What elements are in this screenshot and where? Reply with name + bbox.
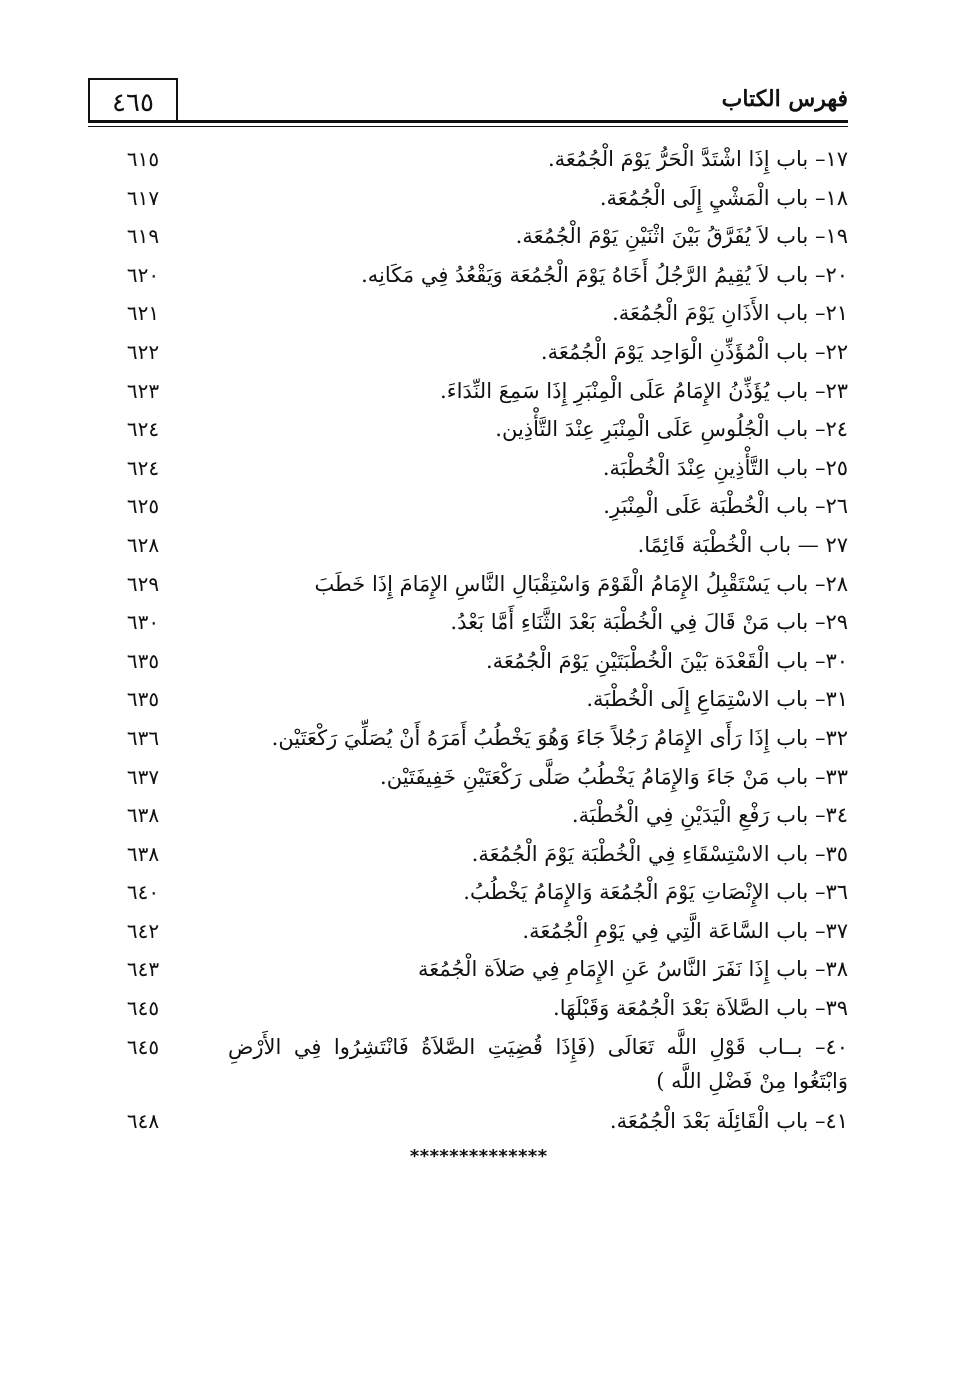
toc-entry-title (228, 760, 848, 794)
toc-entry-text: باب لاَ يُفَرَّقُ بَيْنَ اثْنَيْنِ يَوْمَ الْجُمُعَة. (515, 224, 809, 249)
toc-entry-number: ٣٨– (814, 957, 848, 982)
toc-entry-text: بــاب قَوْلِ اللَّه تَعَالَى (فَإِذَا قُضِيَتِ الصَّلاَةُ فَانْتَشِرُوا فِي الأَرْضِ وَابْتَغُوا مِنْ فَضْلِ اللَّه ) (228, 1034, 848, 1093)
toc-entry-text: باب الاسْتِسْقَاءِ فِي الْخُطْبَة يَوْمَ الْجُمُعَة. (471, 841, 809, 866)
toc-page-number: ٦٤٣ (126, 957, 160, 982)
toc-entry-text: باب إِذَا رَأَى الإِمَامُ رَجُلاً جَاءَ وَهُوَ يَخْطُبُ أَمَرَهُ أَنْ يُصَلِّيَ رَكْعَتَيْن. (271, 725, 809, 750)
toc-entry-number: ١٩– (814, 224, 848, 249)
toc-entry-title (228, 1104, 848, 1138)
toc-page-number: ٦٤٢ (126, 918, 160, 943)
toc-entry-title (228, 296, 848, 330)
toc-entry-text: باب مَنْ جَاءَ وَالإِمَامُ يَخْطُبُ صَلَّى رَكْعَتَيْنِ خَفِيفَتَيْن. (380, 764, 809, 789)
toc-entry-title (228, 219, 848, 253)
toc-entry-number: ٣٦– (814, 880, 848, 905)
toc-entry-text: باب لاَ يُقِيمُ الرَّجُلُ أَخَاهُ يَوْمَ الْجُمُعَة وَيَقْعُدُ فِي مَكَانِه. (361, 262, 809, 287)
toc-entry (100, 948, 848, 987)
toc-entry (100, 794, 848, 833)
toc-entry (100, 292, 848, 331)
toc-entry-number: ٣٤– (814, 803, 848, 828)
toc-page-number: ٦٢٨ (126, 532, 160, 557)
toc-page-number: ٦٢٣ (126, 378, 160, 403)
toc-entry (100, 678, 848, 717)
toc-page-number: ٦٣٧ (126, 764, 160, 789)
toc-entry-title (228, 412, 848, 446)
table-of-contents (100, 138, 848, 1138)
toc-entry-number: ١٨– (814, 185, 848, 210)
toc-entry (100, 524, 848, 563)
toc-page-number: ٦٤٨ (126, 1108, 160, 1133)
toc-entry (100, 871, 848, 910)
toc-entry (100, 485, 848, 524)
page-number-box (88, 78, 178, 122)
toc-entry-text: باب إِذَا نَفَرَ النَّاسُ عَنِ الإِمَامِ فِي صَلاَة الْجُمُعَة (417, 957, 809, 982)
toc-entry-number: ٣٥– (814, 841, 848, 866)
toc-entry-text: باب الْمَشْيِ إِلَى الْجُمُعَة. (599, 185, 809, 210)
toc-entry-number: ٣٩– (814, 996, 848, 1021)
header-rule-thick (88, 120, 848, 123)
toc-entry-number: ٣٣– (814, 764, 848, 789)
toc-page-number: ٦٤٥ (126, 996, 160, 1021)
toc-page-number: ٦٣٨ (126, 841, 160, 866)
toc-page-number: ٦٣٨ (126, 803, 160, 828)
toc-entry (100, 331, 848, 370)
toc-entry-number: ٢٣– (814, 378, 848, 403)
toc-entry-number: ١٧– (814, 147, 848, 171)
toc-entry-text: باب إِذَا اشْتَدَّ الْحَرُّ يَوْمَ الْجُمُعَة. (547, 147, 809, 171)
toc-page-number: ٦١٩ (126, 224, 160, 249)
toc-entry-number: ٢٠– (814, 262, 848, 287)
toc-page-number: ٦٢٤ (126, 455, 160, 480)
toc-entry-number: ٢٨– (814, 571, 848, 596)
toc-entry-number: ٣٠– (814, 648, 848, 673)
toc-entry-number: ٢٢– (814, 339, 848, 364)
toc-page-number: ٦٢٤ (126, 417, 160, 442)
toc-entry-text: باب الْقَائِلَة بَعْدَ الْجُمُعَة. (609, 1108, 809, 1133)
toc-page-number: ٦٣٠ (126, 610, 160, 635)
toc-entry (100, 254, 848, 293)
toc-entry-number: ٣٢– (814, 725, 848, 750)
toc-entry-title (228, 644, 848, 678)
toc-entry-title (228, 374, 848, 408)
toc-page-number: ٦٢٠ (126, 262, 160, 287)
header-rule-thin (88, 126, 848, 127)
toc-entry-title (228, 528, 848, 562)
toc-page-number: ٦٣٦ (126, 725, 160, 750)
toc-entry-text: باب الْخُطْبَة عَلَى الْمِنْبَرِ. (603, 494, 809, 519)
toc-entry-text: باب السَّاعَة الَّتِي فِي يَوْمِ الْجُمُعَة. (522, 918, 809, 943)
toc-entry (100, 408, 848, 447)
toc-entry (100, 910, 848, 949)
toc-entry-title (228, 1030, 848, 1098)
toc-entry-title (228, 335, 848, 369)
toc-entry (100, 756, 848, 795)
toc-entry (100, 215, 848, 254)
page-number: ٤٦٥ (112, 88, 154, 118)
toc-entry-text: باب الصَّلاَة بَعْدَ الْجُمُعَة وَقَبْلَهَا. (553, 996, 809, 1021)
toc-entry-text: باب الْمُؤَذِّنِ الْوَاحِد يَوْمَ الْجُمُعَة. (540, 339, 809, 364)
toc-entry-text: باب الإِنْصَاتِ يَوْمَ الْجُمُعَة وَالإِمَامُ يَخْطُبُ. (463, 880, 809, 905)
toc-entry (100, 138, 848, 177)
toc-entry-title (228, 605, 848, 639)
toc-entry-number: ٣٧– (814, 918, 848, 943)
toc-entry-title (228, 798, 848, 832)
toc-entry-number: ٢٧ — (797, 532, 848, 557)
toc-entry (100, 987, 848, 1026)
running-title: فهرس الكتاب (721, 86, 848, 112)
toc-entry-text: باب يَسْتَقْبِلُ الإِمَامُ الْقَوْمَ وَاسْتِقْبَالِ النَّاسِ الإِمَامَ إِذَا خَطَبَ (314, 571, 809, 596)
toc-entry-text: باب الاسْتِمَاعِ إِلَى الْخُطْبَة. (586, 687, 809, 712)
toc-entry-title (228, 837, 848, 871)
toc-entry (100, 1100, 848, 1139)
toc-entry-title (228, 721, 848, 755)
toc-entry-title (228, 258, 848, 292)
toc-entry (100, 447, 848, 486)
toc-entry-number: ٢٤– (814, 417, 848, 442)
toc-entry-title (228, 142, 848, 176)
toc-entry-number: ٤١– (814, 1108, 848, 1133)
toc-entry-number: ٢٩– (814, 610, 848, 635)
toc-entry (100, 563, 848, 602)
toc-page-number: ٦٤٥ (126, 1034, 160, 1059)
toc-entry-title (228, 567, 848, 601)
toc-entry-text: باب الْخُطْبَة قَائِمًا. (637, 532, 792, 557)
toc-entry-title (228, 914, 848, 948)
toc-entry (100, 717, 848, 756)
toc-entry-text: باب مَنْ قَالَ فِي الْخُطْبَة بَعْدَ الثَّنَاءِ أَمَّا بَعْدُ. (450, 610, 809, 635)
toc-entry-text: باب التَّأْذِينِ عِنْدَ الْخُطْبَة. (602, 455, 809, 480)
toc-entry-text: باب الأَذَانِ يَوْمَ الْجُمُعَة. (612, 301, 809, 326)
toc-entry-text: باب الْقَعْدَة بَيْنَ الْخُطْبَتَيْنِ يَوْمَ الْجُمُعَة. (485, 648, 809, 673)
toc-entry-text: باب يُؤَذِّنُ الإِمَامُ عَلَى الْمِنْبَرِ إِذَا سَمِعَ النِّدَاءَ. (440, 378, 809, 403)
toc-page-number: ٦١٧ (126, 185, 160, 210)
toc-entry-title (228, 489, 848, 523)
toc-entry-text: باب الْجُلُوسِ عَلَى الْمِنْبَرِ عِنْدَ التَّأْذِين. (495, 417, 809, 442)
toc-entry-number: ٣١– (814, 687, 848, 712)
toc-entry-number: ٤٠– (814, 1034, 848, 1059)
end-separator: ************** (409, 1146, 547, 1167)
toc-entry-title (228, 451, 848, 485)
toc-entry (100, 640, 848, 679)
toc-page-number: ٦٣٥ (126, 687, 160, 712)
toc-page-number: ٦٢٥ (126, 494, 160, 519)
toc-entry (100, 370, 848, 409)
toc-entry (100, 833, 848, 872)
toc-page-number: ٦٤٠ (126, 880, 160, 905)
toc-entry-title (228, 875, 848, 909)
toc-entry-text: باب رَفْعِ الْيَدَيْنِ فِي الْخُطْبَة. (571, 803, 809, 828)
page-header (88, 72, 848, 130)
toc-page-number: ٦٢٩ (126, 571, 160, 596)
toc-entry-number: ٢٥– (814, 455, 848, 480)
toc-entry (100, 177, 848, 216)
toc-page-number: ٦٢١ (126, 301, 160, 326)
toc-page-number: ٦١٥ (126, 147, 160, 171)
toc-entry (100, 601, 848, 640)
toc-page-number: ٦٢٢ (126, 339, 160, 364)
toc-entry-number: ٢١– (814, 301, 848, 326)
toc-entry-title (228, 991, 848, 1025)
toc-page-number: ٦٣٥ (126, 648, 160, 673)
toc-entry-title (228, 682, 848, 716)
toc-entry-title (228, 952, 848, 986)
toc-entry-title (228, 181, 848, 215)
toc-entry (100, 1026, 848, 1100)
toc-entry-number: ٢٦– (814, 494, 848, 519)
